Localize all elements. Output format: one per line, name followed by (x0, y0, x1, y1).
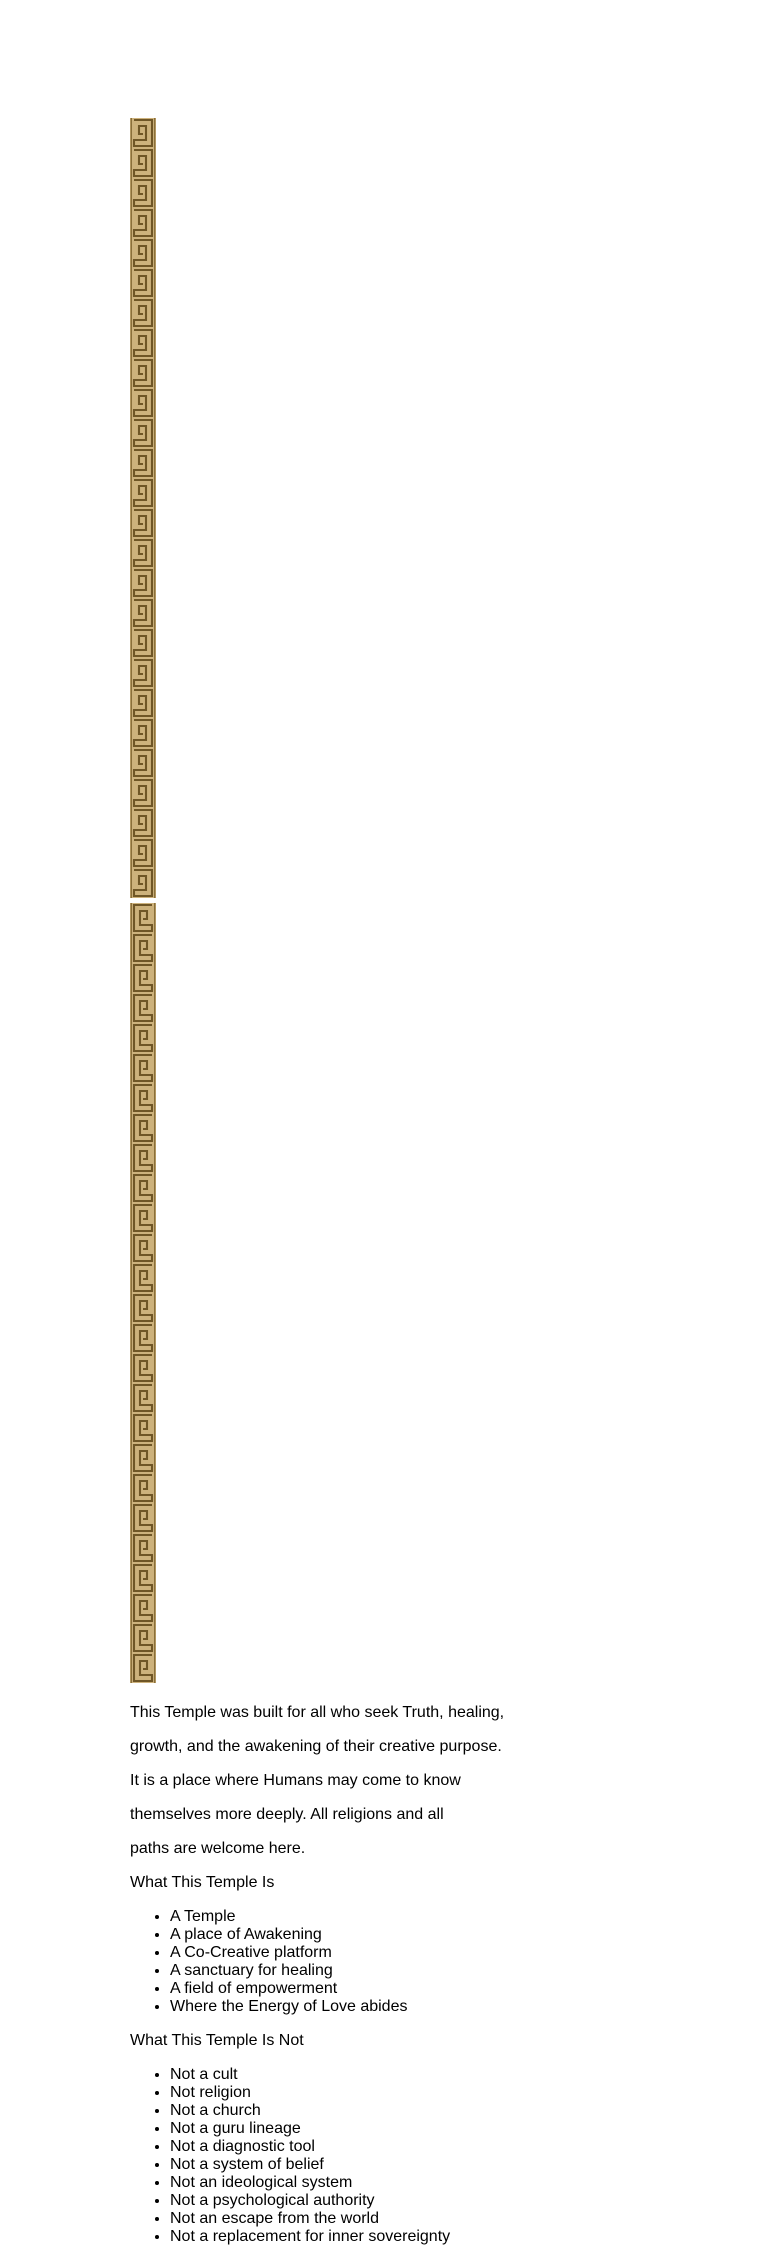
list-item (170, 2120, 627, 2138)
greek-key-border-left (130, 118, 627, 903)
list-item (170, 2138, 627, 2156)
intro-line: themselves more deeply. All religions and all (130, 1806, 444, 1823)
list-item (170, 1998, 627, 2016)
list-item-label: A sanctuary for healing (170, 1962, 333, 1979)
list-item-label: Not an escape from the world (170, 2210, 379, 2227)
list-item-label: Not a diagnostic tool (170, 2138, 315, 2155)
list-item-label: Not a church (170, 2102, 261, 2119)
list-item (170, 2174, 627, 2192)
list-item-label: A Temple (170, 1908, 236, 1925)
greek-key-border-right (130, 903, 627, 1688)
list-item (170, 1944, 627, 1962)
list-item (170, 1980, 627, 1998)
list-item (170, 2210, 627, 2228)
list-item-label: Not religion (170, 2084, 251, 2101)
list-item (170, 2066, 627, 2084)
list-item (170, 2192, 627, 2210)
list-item-label: Where the Energy of Love abides (170, 1998, 408, 2015)
intro-line: It is a place where Humans may come to know (130, 1772, 461, 1789)
list-item (170, 1962, 627, 1980)
list-item (170, 2156, 627, 2174)
list-item-label: Not a guru lineage (170, 2120, 301, 2137)
list-item (170, 2084, 627, 2102)
list-what-temple-is (130, 1908, 627, 2016)
list-item-label: Not a psychological authority (170, 2192, 375, 2209)
list-item-label: Not a system of belief (170, 2156, 324, 2173)
intro-line: growth, and the awakening of their creative purpose. (130, 1738, 502, 1755)
list-item-label: Not a cult (170, 2066, 238, 2083)
list-item-label: A Co-Creative platform (170, 1944, 332, 1961)
scroll-text-content (130, 1704, 627, 2246)
list-item-label: A place of Awakening (170, 1926, 322, 1943)
list-item (170, 1926, 627, 1944)
list-item (170, 2228, 627, 2246)
list-item-label: Not an ideological system (170, 2174, 353, 2191)
greek-key-pattern-right (130, 903, 156, 1683)
list-item (170, 2102, 627, 2120)
intro-paragraph (130, 1704, 627, 1858)
section-heading-what-temple-is-not: What This Temple Is Not (130, 2032, 304, 2049)
list-item-label: Not a replacement for inner sovereignty (170, 2228, 451, 2245)
list-item-label: A field of empowerment (170, 1980, 338, 1997)
list-item (170, 1908, 627, 1926)
section-heading-what-temple-is: What This Temple Is (130, 1874, 275, 1891)
greek-key-pattern-left (130, 118, 156, 898)
intro-line: paths are welcome here. (130, 1840, 306, 1857)
intro-line: This Temple was built for all who seek Truth, healing, (130, 1704, 505, 1721)
list-what-temple-is-not (130, 2066, 627, 2246)
parchment-sheet (130, 118, 627, 2245)
